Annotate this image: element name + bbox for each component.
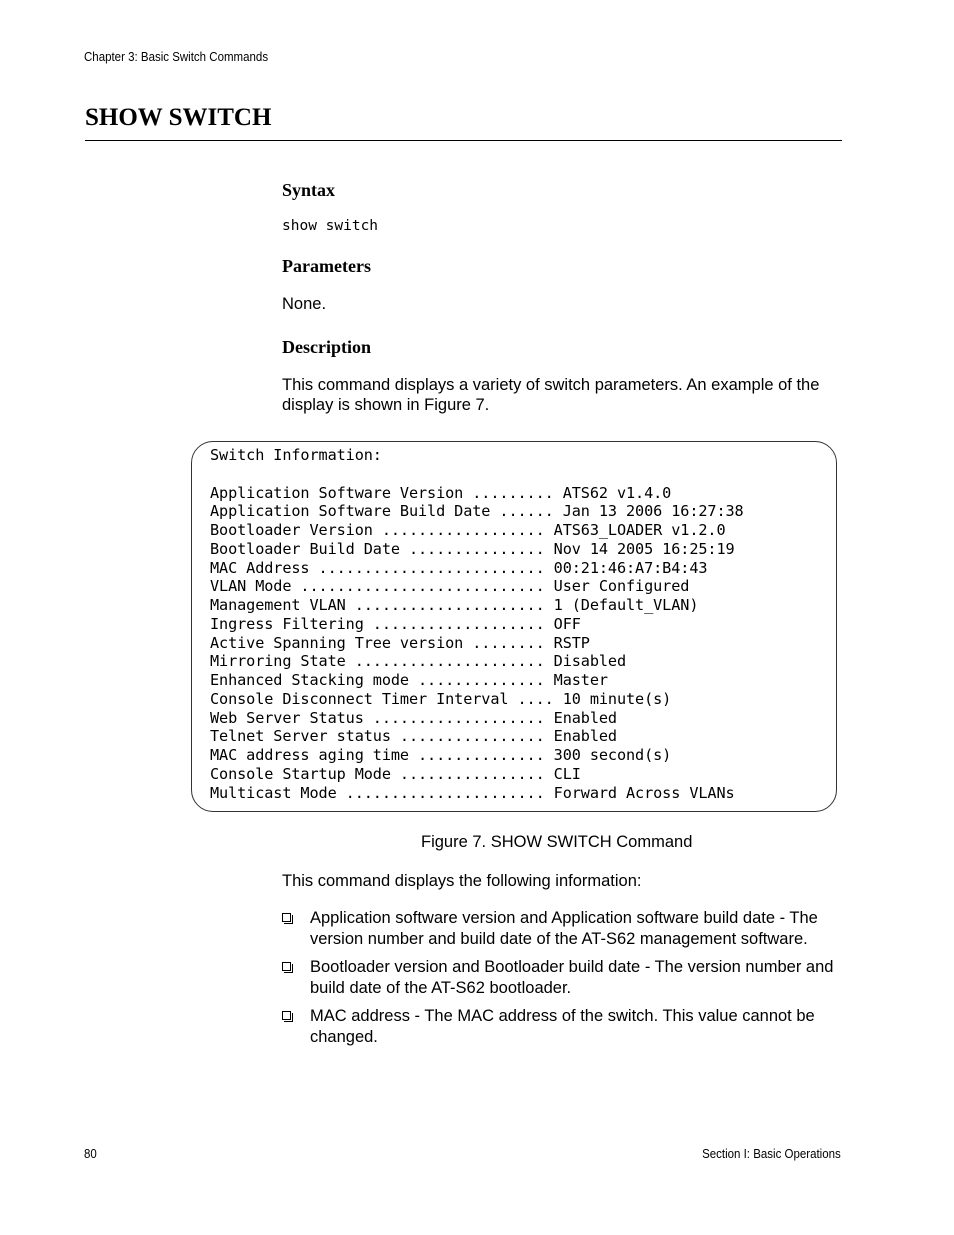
checkbox-bullet-icon <box>282 1011 291 1020</box>
running-footer-section: Section I: Basic Operations <box>702 1147 841 1161</box>
list-item <box>282 957 842 998</box>
checkbox-bullet-icon <box>282 913 291 922</box>
syntax-heading: Syntax <box>282 180 336 200</box>
title-rule <box>85 140 842 141</box>
description-heading: Description <box>282 337 371 357</box>
syntax-command: show switch <box>282 218 379 234</box>
switch-information-output: Switch Information: Application Software Version ......... ATS62 v1.4.0 Application Software Build Date ...... Jan 13 2006 16:27:38 Bootloader Version .................. ATS63_LOADER v1.2.0 Bootloader Build Date ............... Nov 14 2005 16:25:19 MAC Address ......................... 00:21:46:A7:B4:43 VLAN Mode ........................... User Configured Management VLAN ..................... 1 (Default_VLAN) Ingress Filtering ................... OFF Active Spanning Tree version ........ RSTP Mirroring State ..................... Disabled Enhanced Stacking mode .............. Master Console Disconnect Timer Interval .... 10 minute(s) Web Server Status ................... Enabled Telnet Server status ................ Enabled MAC address aging time .............. 300 second(s) Console Startup Mode ................ CLI Multicast Mode ...................... Forward Across VLANs <box>210 446 744 802</box>
info-list <box>282 908 842 1055</box>
info-intro: This command displays the following information: <box>282 872 642 890</box>
list-item-text: Application software version and Application software build date - The version number and build date of the AT-S62 management software. <box>310 909 818 948</box>
page-title: SHOW SWITCH <box>85 104 272 131</box>
list-item-text: MAC address - The MAC address of the switch. This value cannot be changed. <box>310 1007 815 1046</box>
list-item <box>282 1006 842 1047</box>
running-header: Chapter 3: Basic Switch Commands <box>84 50 269 64</box>
description-text: This command displays a variety of switch parameters. An example of the display is shown in Figure 7. <box>282 376 820 414</box>
parameters-text: None. <box>282 295 327 313</box>
list-item-text: Bootloader version and Bootloader build date - The version number and build date of the AT-S62 bootloader. <box>310 958 834 997</box>
list-item <box>282 908 842 949</box>
checkbox-bullet-icon <box>282 962 291 971</box>
figure-caption: Figure 7. SHOW SWITCH Command <box>421 833 693 851</box>
page-number: 80 <box>84 1147 97 1161</box>
parameters-heading: Parameters <box>282 256 371 276</box>
